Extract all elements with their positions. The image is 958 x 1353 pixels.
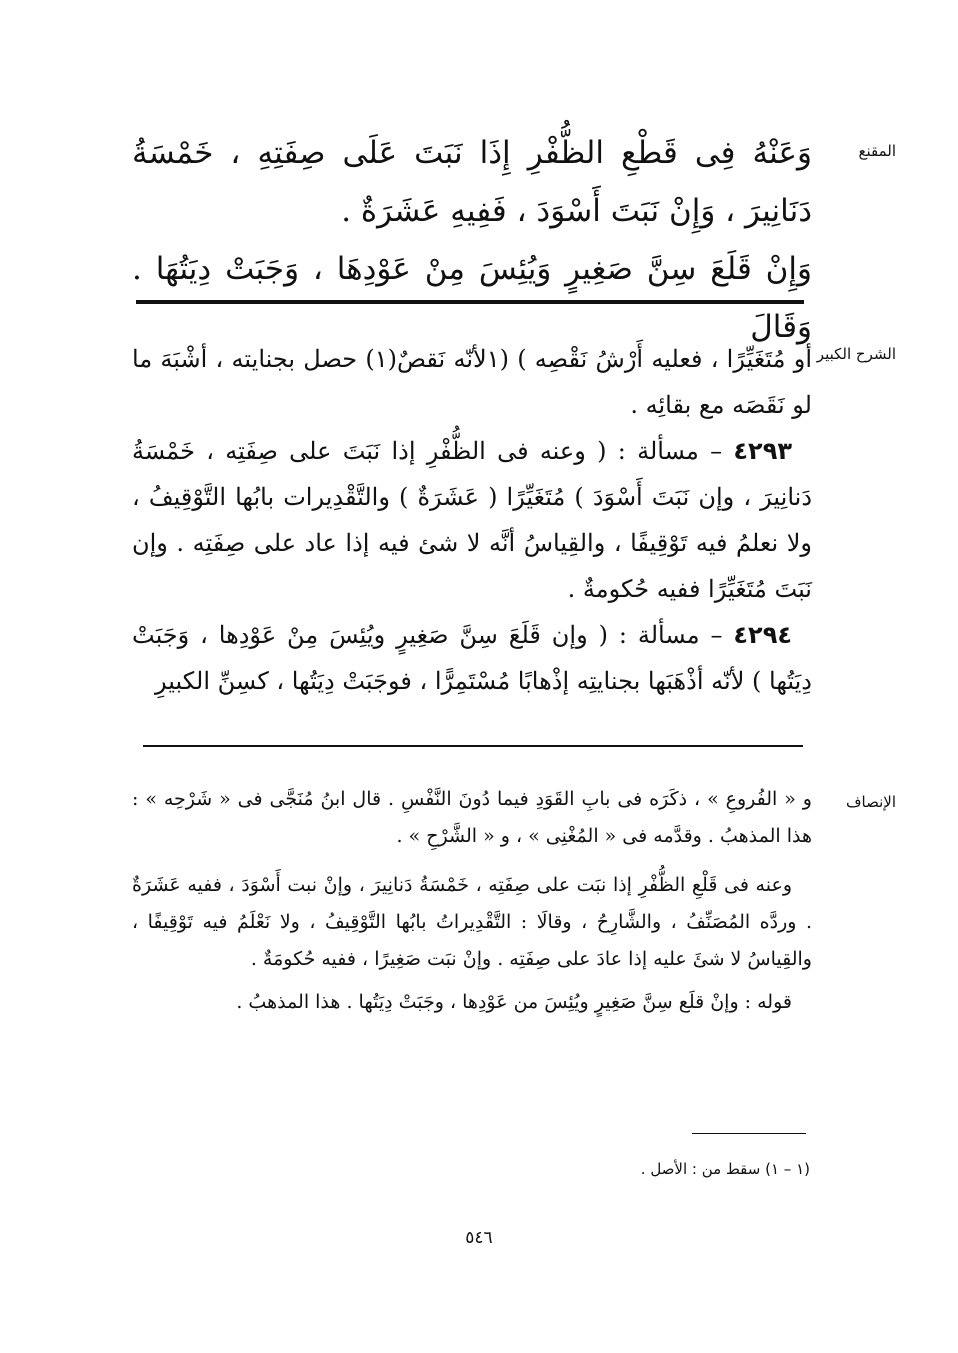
footnote: (١ – ١) سقط من : الأصل . xyxy=(640,1160,810,1178)
question-number: ٤٢٩٤ xyxy=(733,621,792,649)
sharh-label: الشرح الكبير xyxy=(816,345,896,363)
footnote-separator xyxy=(692,1133,806,1134)
insaf-paragraph-2: وعنه فى قَلْعِ الظُّفْرِ إذا نبَت على صِفَتِه ، خَمْسَةُ دَنانِيرَ ، وإنْ نبت أَسْوَدَ ، ففيه عَشَرَةٌ . وردَّه المُصَنِّفُ ، والشَّارِحُ ، وقالَا : التَّقْدِيراتُ بابُها التَّوْقِيفُ ، ولا نَعْلَمُ فيه تَوْقِيفًا ، والقِياسُ لا شئَ عليه إذا عادَ على صِفَتِه . وإنْ نبَت صَغِيرًا ، ففيه حُكومَةٌ . xyxy=(132,874,812,970)
insaf-label: الإنصاف xyxy=(845,793,896,811)
question-number: ٤٢٩٣ xyxy=(733,437,792,465)
question-text: – مسألة : ( وعنه فى الظُّفْرِ إذا نَبَتَ على صِفَتِه ، خَمْسَةُ دَنانِيرَ ، وإن نَبَتَ أَسْوَدَ ) مُتَغَيِّرًا ( عَشَرَةٌ ) والتَّقْدِيرات بابُها التَّوْقِيفُ ، ولا نعلمُ فيه تَوْقِيفًا ، والقِياسُ أنَّه لا شئ فيه إذا عاد على صِفَتِه . وإن نَبَتَ مُتَغَيِّرًا ففيه حُكومةٌ . xyxy=(132,437,812,603)
page-number: ٥٤٦ xyxy=(465,1228,493,1248)
insaf-paragraph-3: قوله : وإنْ قلَع سِنَّ صَغِيرٍ ويُئِسَ من عَوْدِها ، وجَبَتْ دِيَتُها . هذا المذهبُ . xyxy=(236,991,792,1013)
question-text: – مسألة : ( وإن قَلَعَ سِنَّ صَغِيرٍ ويُئِسَ مِنْ عَوْدِها ، وَجَبَتْ دِيَتُها ) لأنّه أذْهَبَها بجنايتِه إذْهابًا مُسْتَمِرًّا ، فوجَبَتْ دِيَتُها ، كسِنِّ الكبيرِ xyxy=(132,621,812,695)
sharh-question-4294 xyxy=(132,612,812,704)
muqni-divider xyxy=(136,300,804,304)
muqni-paragraph-1: وَعَنْهُ فِى قَطْعِ الظُّفْرِ إِذَا نَبَتَ عَلَى صِفَتِهِ ، خَمْسَةُ دَنَانِيرَ ، وَإِنْ نَبَتَ أَسْوَدَ ، فَفِيهِ عَشَرَةٌ . xyxy=(132,135,812,229)
muqni-label: المقنع xyxy=(858,142,896,160)
sharh-section xyxy=(132,336,812,704)
insaf-paragraph-1: و « الفُروعِ » ، ذكَرَه فى بابِ القَوَدِ فيما دُونَ النَّفْسِ . قال ابنُ مُنَجَّى فى « شَرْحِه » : هذا المذهبُ . وقدَّمه فى « المُغْنِى » ، و « الشَّرْحِ » . xyxy=(132,788,812,847)
sharh-divider xyxy=(143,745,803,747)
sharh-paragraph-1: أو مُتَغَيِّرًا ، فعليه أَرْشُ نَقْصِه ) (١لأنّه نَقصٌ(١) حصل بجنايته ، أشْبَهَ ما لو نَقَصَه مع بقائِه . xyxy=(132,345,813,419)
muqni-section xyxy=(132,124,812,356)
sharh-question-4293 xyxy=(132,428,812,612)
insaf-section xyxy=(132,781,812,1021)
muqni-paragraph-2: وَإِنْ قَلَعَ سِنَّ صَغِيرٍ وَيُئِسَ مِنْ عَوْدِهَا ، وَجَبَتْ دِيَتُهَا . وَقَالَ xyxy=(132,251,812,345)
